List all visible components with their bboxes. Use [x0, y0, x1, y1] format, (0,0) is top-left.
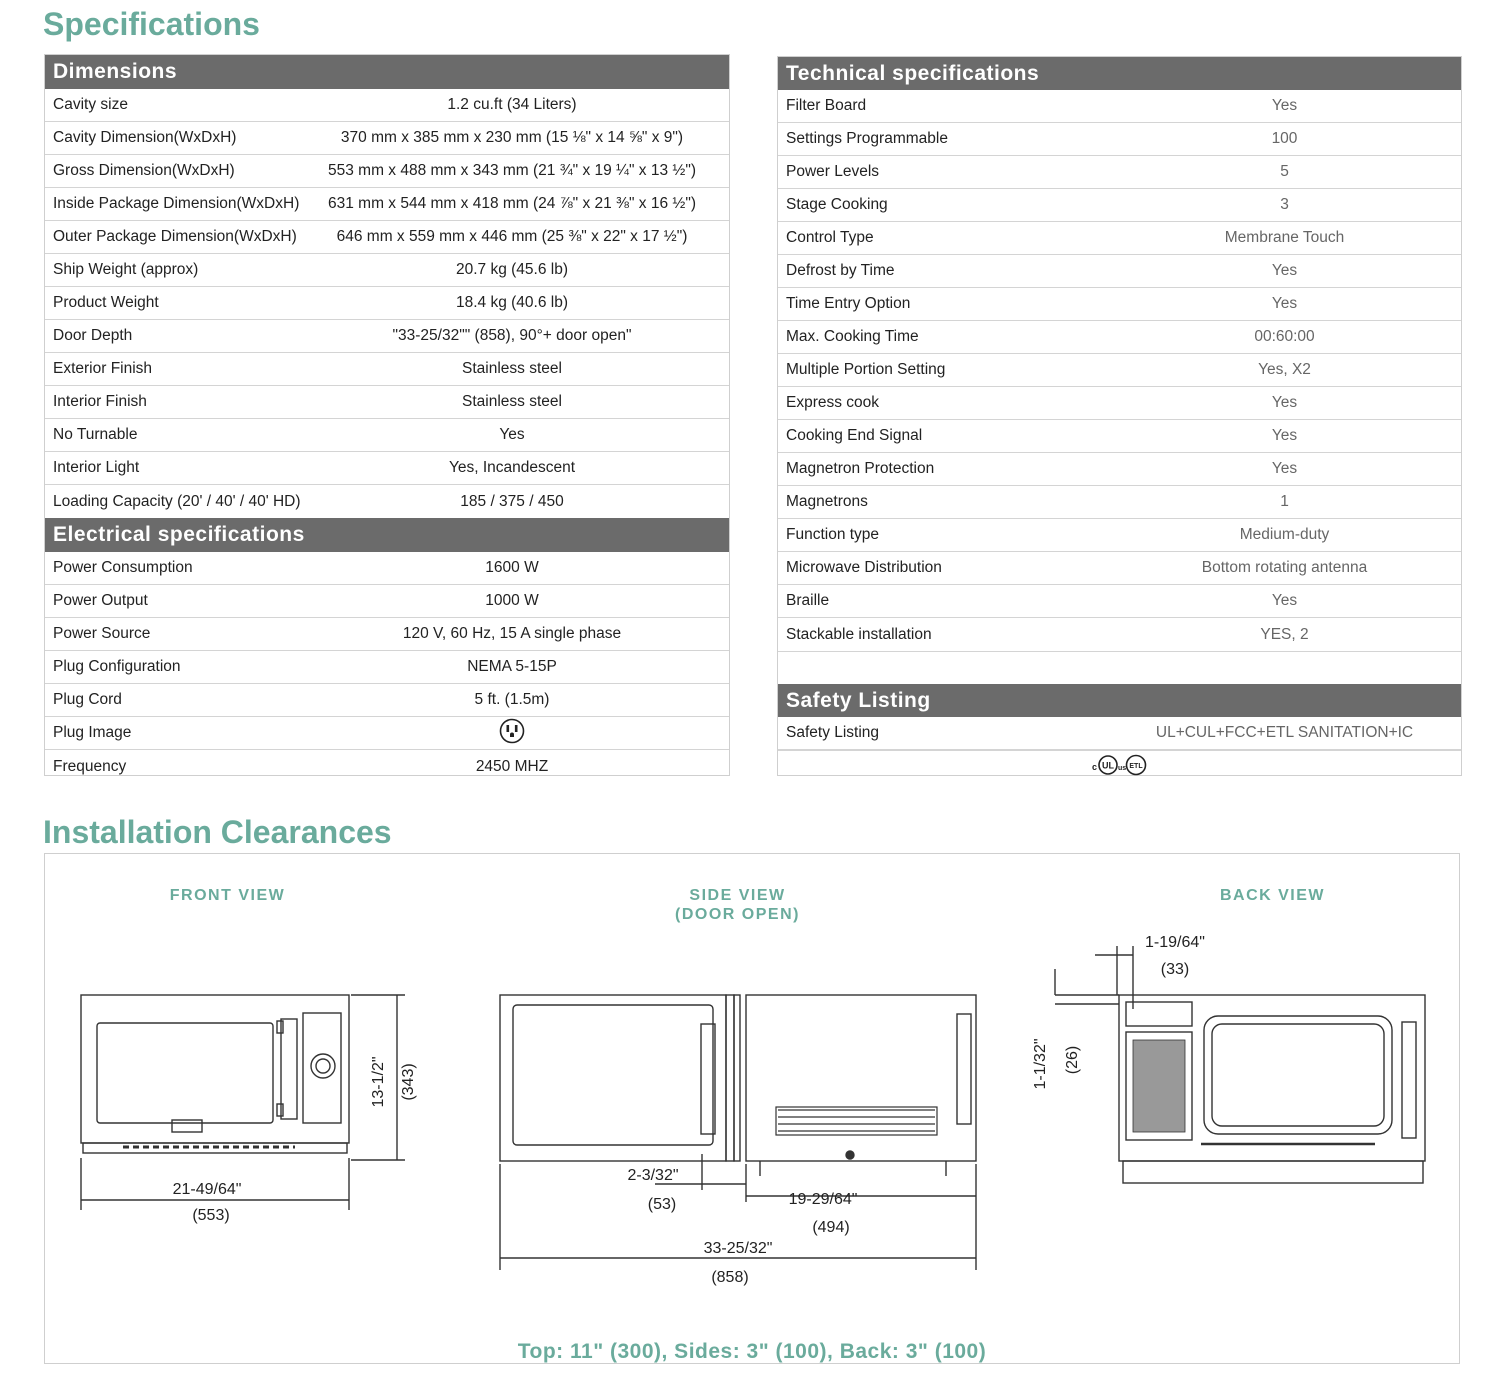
side-view-title: SIDE VIEW — [689, 887, 786, 904]
table-row — [778, 321, 1461, 354]
back-height-mm: (26) — [1064, 1045, 1081, 1075]
row-label: Plug Configuration — [53, 658, 181, 675]
row-value: 100 — [1271, 130, 1298, 147]
table-row — [778, 552, 1461, 585]
table-row — [778, 156, 1461, 189]
row-value: 1.2 cu.ft (34 Liters) — [447, 96, 577, 113]
front-width-in: 21-49/64" — [172, 1181, 242, 1198]
row-label: Power Levels — [786, 163, 880, 180]
table-row — [778, 189, 1461, 222]
row-value: Yes, Incandescent — [448, 459, 576, 476]
row-value: "33-25/32"" (858), 90°+ door open" — [392, 327, 632, 344]
row-label: Multiple Portion Setting — [786, 361, 946, 378]
table-row — [778, 420, 1461, 453]
row-label: Power Output — [53, 592, 148, 609]
table-row — [778, 486, 1461, 519]
row-label: Time Entry Option — [786, 295, 911, 312]
table-row — [45, 155, 729, 188]
row-value: NEMA 5-15P — [467, 658, 557, 675]
back-view-drawing — [1055, 946, 1425, 1183]
row-label: Product Weight — [53, 294, 159, 311]
table-row — [45, 750, 729, 783]
table-row — [778, 288, 1461, 321]
row-label: Gross Dimension(WxDxH) — [53, 162, 235, 179]
table-row — [45, 452, 729, 485]
table-row — [778, 585, 1461, 618]
side-view-drawing — [500, 995, 976, 1270]
front-height-in: 13-1/2" — [370, 1056, 387, 1108]
table-row — [45, 188, 729, 221]
row-value: 5 — [1280, 163, 1289, 180]
left-spec-panel — [44, 54, 730, 776]
back-offset-in: 1-19/64" — [1145, 934, 1205, 951]
table-row — [45, 485, 729, 518]
row-value: Yes — [1271, 97, 1298, 114]
table-row — [45, 585, 729, 618]
row-label: Stackable installation — [786, 625, 932, 643]
table-row — [778, 618, 1461, 651]
table-row — [778, 123, 1461, 156]
row-value: 18.4 kg (40.6 lb) — [455, 294, 568, 311]
side-total-mm: (858) — [711, 1269, 749, 1286]
row-label: Plug Image — [53, 724, 132, 741]
row-label: Filter Board — [786, 97, 867, 114]
row-value: 00:60:00 — [1254, 328, 1315, 345]
row-label: Defrost by Time — [786, 262, 895, 279]
dimensions-header: Dimensions — [45, 55, 729, 89]
row-label: Outer Package Dimension(WxDxH) — [53, 228, 297, 245]
plug-outlet-icon — [499, 718, 525, 744]
row-label: Interior Light — [53, 459, 140, 476]
row-label: Settings Programmable — [786, 130, 948, 147]
row-value: Yes, X2 — [1258, 361, 1311, 378]
table-row — [45, 552, 729, 585]
spacer-row — [778, 651, 1461, 684]
certification-logos — [778, 753, 1461, 782]
table-row — [45, 419, 729, 452]
table-row — [778, 453, 1461, 486]
front-view-title: FRONT VIEW — [169, 887, 286, 904]
row-value: 553 mm x 488 mm x 343 mm (21 ¾" x 19 ¼" x 13 ½") — [328, 162, 696, 179]
table-row — [45, 254, 729, 287]
right-spec-panel — [777, 56, 1462, 776]
row-label: Microwave Distribution — [786, 559, 942, 576]
certification-logo-row — [778, 750, 1461, 783]
side-depth-in: 19-29/64" — [788, 1191, 858, 1208]
row-value: 5 ft. (1.5m) — [474, 691, 550, 708]
side-door-in: 2-3/32" — [627, 1167, 679, 1184]
row-value: Yes — [1271, 427, 1298, 444]
row-label: Ship Weight (approx) — [53, 261, 199, 278]
row-label: Cooking End Signal — [786, 427, 923, 444]
row-value: Yes — [1271, 295, 1298, 312]
side-view-subtitle: (DOOR OPEN) — [675, 906, 800, 923]
row-label: Magnetrons — [786, 493, 868, 510]
side-total-in: 33-25/32" — [703, 1240, 773, 1257]
table-row — [45, 717, 729, 750]
row-value: Membrane Touch — [1224, 229, 1345, 246]
row-label: Plug Cord — [53, 691, 122, 708]
table-row — [45, 89, 729, 122]
table-row — [45, 320, 729, 353]
cul-c-text: c — [1091, 761, 1097, 772]
table-row — [45, 618, 729, 651]
table-row — [778, 222, 1461, 255]
row-value: 370 mm x 385 mm x 230 mm (15 ⅛" x 14 ⅝" x 9") — [340, 129, 684, 146]
row-value: Yes — [1271, 394, 1298, 411]
back-view-title: BACK VIEW — [1219, 887, 1326, 904]
safety-label: Safety Listing — [786, 724, 880, 741]
row-value: 20.7 kg (45.6 lb) — [455, 261, 568, 278]
row-value: 1000 W — [485, 592, 539, 609]
table-row — [45, 353, 729, 386]
row-value: 3 — [1280, 196, 1289, 213]
cul-us-text: us — [1117, 764, 1126, 772]
row-value: Stainless steel — [462, 360, 562, 377]
table-row — [45, 684, 729, 717]
row-value: Yes — [1271, 592, 1298, 609]
electrical-table — [45, 552, 729, 783]
electrical-header: Electrical specifications — [45, 518, 729, 552]
ul-text: UL — [1101, 760, 1114, 770]
ul-etl-logo-icon — [1090, 753, 1150, 777]
table-row — [778, 354, 1461, 387]
row-label: Loading Capacity (20' / 40' / 40' HD) — [53, 492, 301, 510]
specifications-title: Specifications — [43, 6, 260, 42]
table-row — [778, 519, 1461, 552]
row-label: Control Type — [786, 229, 874, 246]
row-label: Cavity size — [53, 96, 128, 113]
row-value: 2450 MHZ — [475, 757, 549, 775]
row-label: Power Consumption — [53, 559, 193, 576]
row-label: Frequency — [53, 757, 127, 775]
side-door-mm: (53) — [647, 1196, 677, 1213]
row-value — [295, 718, 729, 749]
row-label: Cavity Dimension(WxDxH) — [53, 129, 237, 146]
clearance-drawings — [45, 854, 1459, 1334]
safety-value: UL+CUL+FCC+ETL SANITATION+IC — [1155, 724, 1414, 741]
clearances-panel — [44, 853, 1460, 1364]
row-label: Magnetron Protection — [786, 460, 935, 477]
table-row — [45, 287, 729, 320]
row-value: Stainless steel — [462, 393, 562, 410]
table-row — [778, 387, 1461, 420]
table-row — [778, 255, 1461, 288]
front-width-mm: (553) — [192, 1207, 230, 1224]
row-label: Stage Cooking — [786, 196, 888, 213]
technical-header: Technical specifications — [778, 57, 1461, 90]
row-label: Door Depth — [53, 327, 133, 344]
back-offset-mm: (33) — [1160, 961, 1190, 978]
front-view-drawing — [81, 995, 405, 1210]
installation-clearances-title: Installation Clearances — [43, 814, 392, 850]
row-value: 631 mm x 544 mm x 418 mm (24 ⅞" x 21 ⅜" x 16 ½") — [328, 195, 696, 212]
row-value: Yes — [1271, 460, 1298, 477]
front-height-mm: (343) — [400, 1063, 417, 1101]
table-row — [45, 386, 729, 419]
row-label: Inside Package Dimension(WxDxH) — [53, 195, 300, 212]
dimensions-table — [45, 89, 729, 518]
table-row — [778, 90, 1461, 123]
row-value: 1 — [1280, 493, 1289, 510]
safety-header: Safety Listing — [778, 684, 1461, 717]
row-label: Power Source — [53, 625, 151, 642]
etl-text: ETL — [1128, 762, 1143, 770]
row-value: 185 / 375 / 450 — [460, 492, 564, 510]
safety-row — [778, 717, 1461, 750]
row-value: 646 mm x 559 mm x 446 mm (25 ⅜" x 22" x 17 ½") — [336, 228, 688, 245]
row-label: No Turnable — [53, 426, 138, 443]
row-label: Express cook — [786, 394, 880, 411]
table-row — [45, 651, 729, 684]
row-label: Interior Finish — [53, 393, 147, 410]
row-value: Medium-duty — [1239, 526, 1330, 543]
row-value: Bottom rotating antenna — [1201, 559, 1368, 576]
row-value: YES, 2 — [1260, 625, 1309, 643]
row-label: Braille — [786, 592, 830, 609]
row-value: 1600 W — [485, 559, 539, 576]
row-value: Yes — [1271, 262, 1298, 279]
back-height-in: 1-1/32" — [1032, 1038, 1049, 1090]
table-row — [45, 122, 729, 155]
row-label: Exterior Finish — [53, 360, 153, 377]
row-value: Yes — [499, 426, 525, 443]
clearance-note: Top: 11" (300), Sides: 3" (100), Back: 3" (100) — [517, 1340, 987, 1363]
table-row — [45, 221, 729, 254]
technical-table — [778, 90, 1461, 651]
side-depth-mm: (494) — [812, 1219, 850, 1236]
row-label: Max. Cooking Time — [786, 328, 919, 345]
row-value: 120 V, 60 Hz, 15 A single phase — [402, 625, 622, 642]
row-label: Function type — [786, 526, 880, 543]
